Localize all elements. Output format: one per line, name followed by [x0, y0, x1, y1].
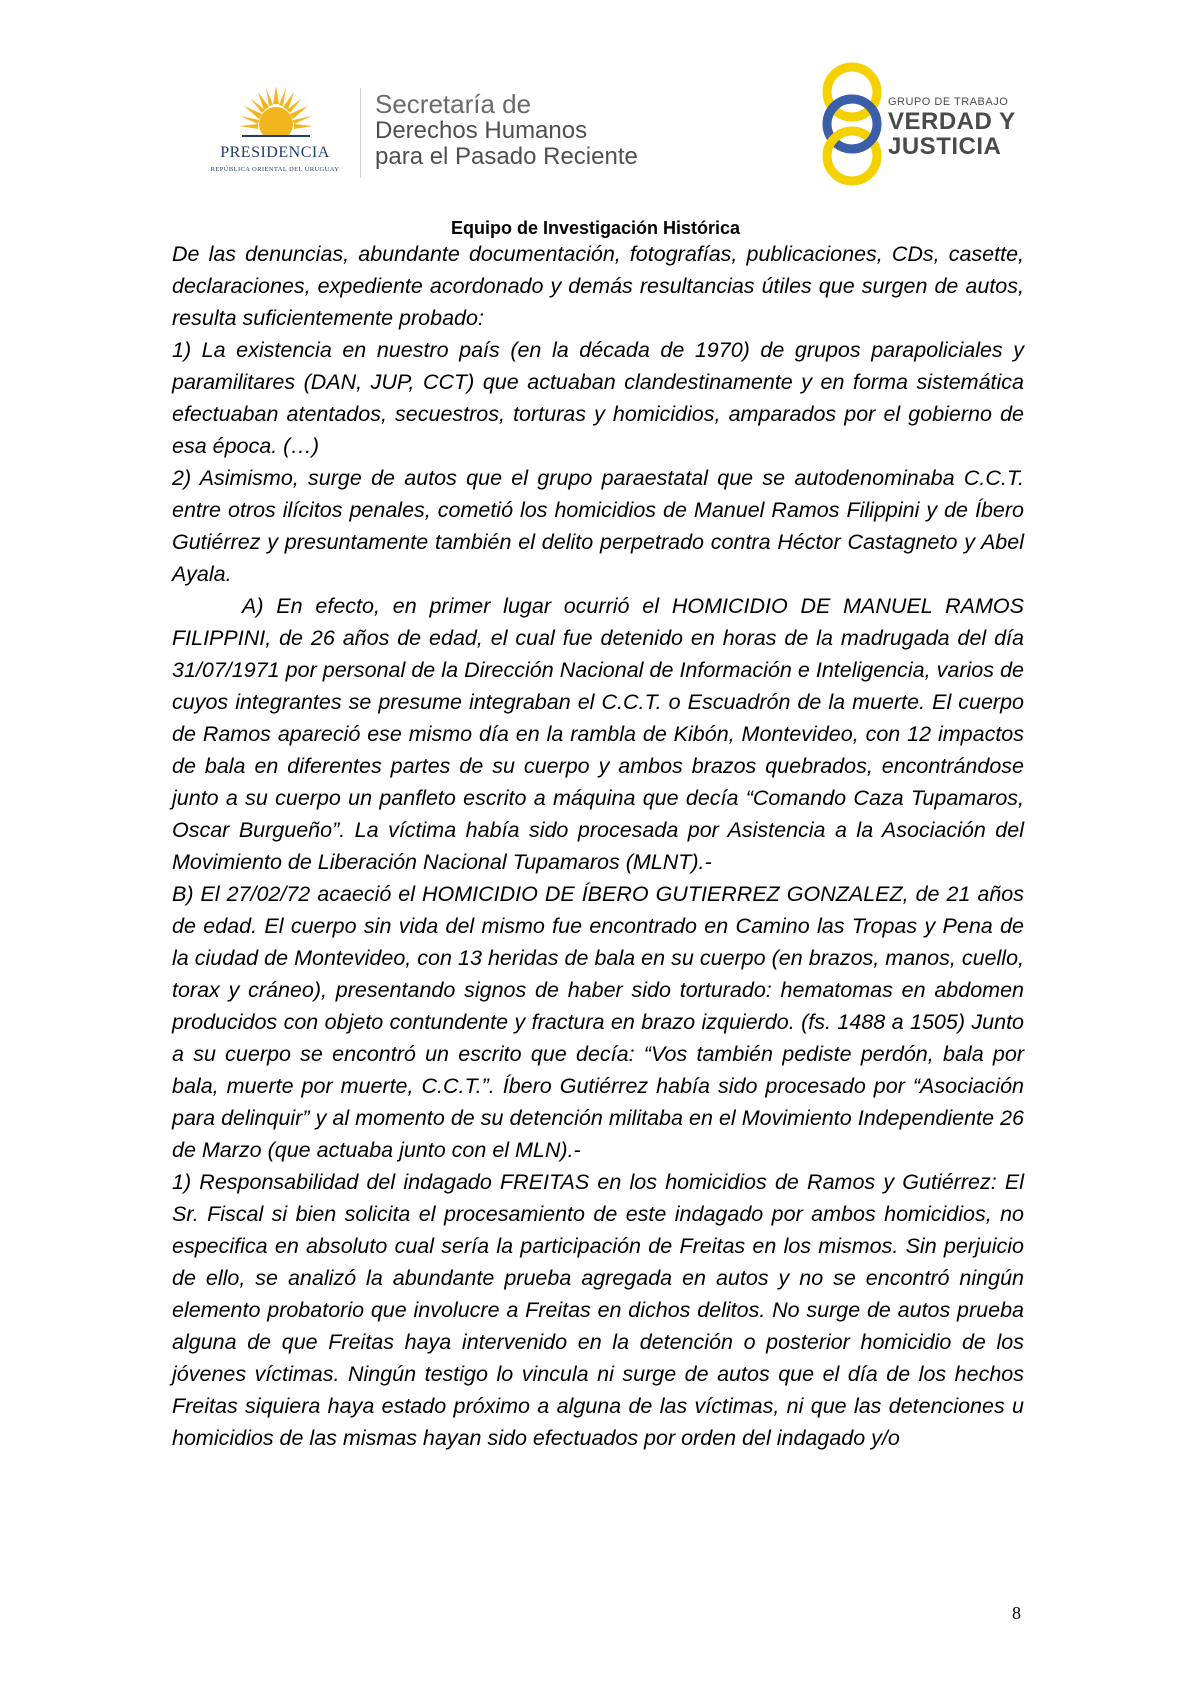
presidencia-subtitle: REPÚBLICA ORIENTAL DEL URUGUAY: [210, 166, 340, 173]
document-body: [172, 238, 1024, 1454]
grupo-line-2: VERDAD Y: [888, 108, 1016, 135]
header-divider: [360, 88, 361, 178]
grupo-line-1: GRUPO DE TRABAJO: [888, 96, 1009, 108]
grupo-line-3: JUSTICIA: [888, 133, 1002, 160]
paragraph: 2) Asimismo, surge de autos que el grupo paraestatal que se autodenominaba C.C.T. entre otros ilícitos penales, cometió los homicidios de Manuel Ramos Filippini y de Íbero Gutiérrez y presuntamente también el delito perpetrado contra Héctor Castagneto y Abel Ayala.: [172, 466, 1024, 586]
presidencia-name: PRESIDENCIA: [220, 144, 330, 161]
team-title: Equipo de Investigación Histórica: [450, 218, 741, 238]
paragraph: B) El 27/02/72 acaeció el HOMICIDIO DE ÍBERO GUTIERREZ GONZALEZ, de 21 años de edad. El cuerpo sin vida del mismo fue encontrado en Camino las Tropas y Pena de la ciudad de Montevideo, con 13 heridas de bala en su cuerpo (en brazos, manos, cuello, torax y cráneo), presentando signos de haber sido torturado: hematomas en abdomen producidos con objeto contundente y fractura en brazo izquierdo. (fs. 1488 a 1505) Junto a su cuerpo se encontró un escrito que decía: “Vos también pediste perdón, bala por bala, muerte por muerte, C.C.T.”. Íbero Gutiérrez había sido procesado por “Asociación para delinquir” y al momento de su detención militaba en el Movimiento Independiente 26 de Marzo (que actuaba junto con el MLN).-: [172, 882, 1024, 1162]
paragraph: 1) La existencia en nuestro país (en la década de 1970) de grupos parapoliciales y paramilitares (DAN, JUP, CCT) que actuaban clandestinamente y en forma sistemática efectuaban atentados, secuestros, torturas y homicidios, amparados por el gobierno de esa época. (…): [172, 338, 1024, 458]
sun-icon: [236, 84, 316, 146]
secretaria-line-3: para el Pasado Reciente: [375, 143, 638, 170]
grupo-trabajo-text: [888, 95, 1016, 159]
page-number: 8: [1012, 1603, 1021, 1623]
presidencia-logo: [196, 84, 354, 180]
paragraph: 1) Responsabilidad del indagado FREITAS en los homicidios de Ramos y Gutiérrez: El Sr. Fiscal si bien solicita el procesamiento de este indagado por ambos homicidios, no especifica en absoluto cual sería la participación de Freitas en los mismos. Sin perjuicio de ello, se analizó la abundante prueba agregada en autos y no se encontró ningún elemento probatorio que involucre a Freitas en dichos delitos. No surge de autos prueba alguna de que Freitas haya intervenido en la detención o posterior homicidio de los jóvenes víctimas. Ningún testigo lo vincula ni surge de autos que el día de los hechos Freitas siquiera haya estado próximo a alguna de las víctimas, ni que las detenciones u homicidios de las mismas hayan sido efectuados por orden del indagado y/o: [172, 1170, 1024, 1450]
page-header: [0, 0, 1191, 200]
secretaria-logo-text: [375, 90, 638, 170]
paragraph: De las denuncias, abundante documentación, fotografías, publicaciones, CDs, casette, declaraciones, expediente acordonado y demás resultancias útiles que surgen de autos, resulta suficientemente probado:: [172, 242, 1024, 330]
secretaria-line-2: Derechos Humanos: [375, 117, 588, 144]
paragraph: A) En efecto, en primer lugar ocurrió el HOMICIDIO DE MANUEL RAMOS FILIPPINI, de 26 años de edad, el cual fue detenido en horas de la madrugada del día 31/07/1971 por personal de la Dirección Nacional de Información e Inteligencia, varios de cuyos integrantes se presume integraban el C.C.T. o Escuadrón de la muerte. El cuerpo de Ramos apareció ese mismo día en la rambla de Kibón, Montevideo, con 12 impactos de bala en diferentes partes de su cuerpo y ambos brazos quebrados, encontrándose junto a su cuerpo un panfleto escrito a máquina que decía “Comando Caza Tupamaros, Oscar Burgueño”. La víctima había sido procesada por Asistencia a la Asociación del Movimiento de Liberación Nacional Tupamaros (MLNT).-: [172, 594, 1024, 874]
interlocking-rings-icon: [810, 62, 898, 186]
secretaria-line-1: Secretaría de: [375, 89, 532, 119]
